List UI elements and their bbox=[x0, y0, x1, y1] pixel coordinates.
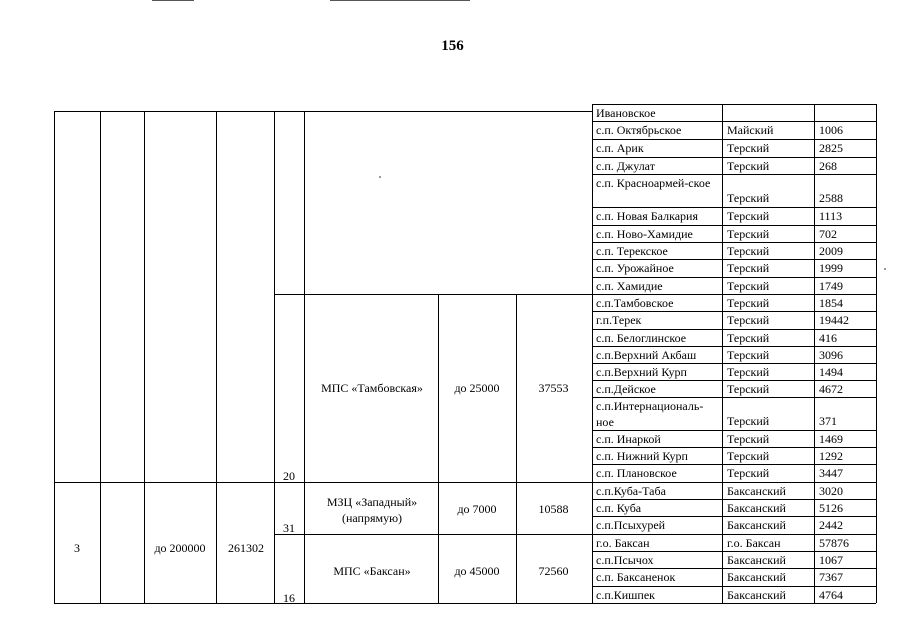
settlement-population: 268 bbox=[819, 159, 837, 173]
row-divider bbox=[592, 499, 876, 500]
row-divider bbox=[592, 586, 876, 587]
settlement-name: с.п. Нижний Курп bbox=[596, 449, 688, 463]
settlement-name: с.п. Терекское bbox=[596, 244, 668, 258]
table-line bbox=[304, 111, 305, 603]
district-name: Майский bbox=[727, 123, 774, 137]
settlement-name: г.п.Терек bbox=[596, 313, 642, 327]
settlement-population: 2588 bbox=[819, 191, 843, 205]
capacity-tambovskaya: до 25000 bbox=[454, 381, 500, 395]
settlement-population: 1292 bbox=[819, 449, 843, 463]
row-divider bbox=[592, 294, 876, 295]
settlement-population: 57876 bbox=[819, 536, 849, 550]
settlement-name: с.п.Верхний Акбаш bbox=[596, 348, 697, 362]
table-line bbox=[876, 104, 877, 603]
settlement-name: с.п. Инаркой bbox=[596, 432, 661, 446]
settlement-name: с.п. Хамидие bbox=[596, 279, 663, 293]
settlement-population: 1749 bbox=[819, 279, 843, 293]
row-divider bbox=[592, 568, 876, 569]
scan-artifact-line bbox=[152, 0, 194, 1]
table-line bbox=[54, 111, 55, 603]
district-name: Баксанский bbox=[727, 588, 786, 602]
settlement-population: 2442 bbox=[819, 518, 843, 532]
district-name: Терский bbox=[727, 261, 770, 275]
district-name: г.о. Баксан bbox=[727, 536, 781, 550]
row-divider bbox=[592, 551, 876, 552]
district-name: Баксанский bbox=[727, 553, 786, 567]
row-divider bbox=[592, 329, 876, 330]
table-line bbox=[814, 104, 815, 603]
table-line bbox=[438, 294, 439, 603]
row-divider bbox=[592, 242, 876, 243]
settlement-name: с.п. Джулат bbox=[596, 159, 655, 173]
row-divider bbox=[592, 516, 876, 517]
station-zapadny: МЗЦ «Западный» (напрямую) bbox=[326, 495, 418, 525]
district-name: Баксанский bbox=[727, 518, 786, 532]
district-name: Терский bbox=[727, 449, 770, 463]
table-line bbox=[274, 534, 592, 535]
settlement-name: с.п.Куба-Таба bbox=[596, 484, 666, 498]
settlement-name: г.о. Баксан bbox=[596, 536, 650, 550]
population-tambovskaya: 37553 bbox=[538, 381, 569, 395]
district-name: Терский bbox=[727, 432, 770, 446]
settlement-population: 3020 bbox=[819, 484, 843, 498]
row-divider bbox=[592, 380, 876, 381]
group-number: 3 bbox=[74, 541, 80, 555]
settlement-name: Ивановское bbox=[596, 106, 656, 120]
row-number-baksan: 16 bbox=[283, 591, 295, 605]
district-name: Терский bbox=[727, 466, 770, 480]
district-name: Терский bbox=[727, 414, 770, 428]
settlement-population: 371 bbox=[819, 414, 837, 428]
district-name: Терский bbox=[727, 313, 770, 327]
row-divider bbox=[592, 363, 876, 364]
table-line bbox=[216, 111, 217, 603]
capacity-zapadny: до 7000 bbox=[457, 502, 497, 516]
settlement-name: с.п. Красноармей-ское bbox=[596, 176, 711, 190]
row-divider bbox=[592, 121, 876, 122]
district-name: Терский bbox=[727, 244, 770, 258]
settlement-population: 19442 bbox=[819, 313, 849, 327]
district-name: Терский bbox=[727, 279, 770, 293]
settlement-name: с.п. Арик bbox=[596, 141, 644, 155]
district-name: Баксанский bbox=[727, 484, 786, 498]
settlement-name: с.п. Новая Балкария bbox=[596, 209, 698, 223]
settlement-population: 1494 bbox=[819, 365, 843, 379]
group-population: 261302 bbox=[228, 541, 264, 555]
district-name: Баксанский bbox=[727, 570, 786, 584]
district-name: Терский bbox=[727, 159, 770, 173]
settlement-population: 1113 bbox=[819, 209, 843, 223]
table-line bbox=[100, 111, 101, 603]
row-divider bbox=[592, 157, 876, 158]
district-name: Терский bbox=[727, 331, 770, 345]
settlement-name: с.п.Верхний Курп bbox=[596, 365, 687, 379]
row-divider bbox=[592, 397, 876, 398]
settlement-population: 3447 bbox=[819, 466, 843, 480]
settlement-name: с.п. Плановское bbox=[596, 466, 677, 480]
district-name: Терский bbox=[727, 227, 770, 241]
district-name: Терский bbox=[727, 348, 770, 362]
settlement-name: с.п. Баксаненок bbox=[596, 570, 676, 584]
settlement-population: 4672 bbox=[819, 382, 843, 396]
row-divider bbox=[592, 464, 876, 465]
settlement-name: с.п. Октябрьское bbox=[596, 123, 682, 137]
row-divider bbox=[592, 139, 876, 140]
settlement-population: 1854 bbox=[819, 296, 843, 310]
population-baksan: 72560 bbox=[538, 564, 569, 578]
settlement-population: 4764 bbox=[819, 588, 843, 602]
row-divider bbox=[592, 447, 876, 448]
row-number-top: 20 bbox=[283, 469, 295, 483]
settlement-name: с.п.Интернациональ-ное bbox=[596, 399, 704, 429]
row-number-zapadny: 31 bbox=[283, 521, 295, 535]
settlement-population: 1006 bbox=[819, 123, 843, 137]
settlement-name: с.п.Тамбовское bbox=[596, 296, 674, 310]
settlement-population: 702 bbox=[819, 227, 837, 241]
row-divider bbox=[592, 225, 876, 226]
table-line bbox=[54, 603, 876, 604]
row-divider bbox=[592, 277, 876, 278]
row-divider bbox=[592, 430, 876, 431]
row-divider bbox=[592, 346, 876, 347]
table-line bbox=[592, 104, 876, 105]
population-zapadny: 10588 bbox=[538, 502, 569, 516]
table-line bbox=[592, 104, 593, 603]
settlement-name: с.п.Псыхурей bbox=[596, 518, 666, 532]
capacity-baksan: до 45000 bbox=[454, 564, 500, 578]
settlement-name: с.п. Ново-Хамидие bbox=[596, 227, 693, 241]
table-line bbox=[516, 294, 517, 603]
settlement-population: 1067 bbox=[819, 553, 843, 567]
settlement-population: 416 bbox=[819, 331, 837, 345]
district-name: Терский bbox=[727, 296, 770, 310]
row-divider bbox=[592, 482, 876, 483]
district-name: Баксанский bbox=[727, 501, 786, 515]
station-baksan: МПС «Баксан» bbox=[333, 564, 411, 578]
table-line bbox=[274, 294, 592, 295]
settlement-population: 1469 bbox=[819, 432, 843, 446]
settlement-name: с.п.Кишпек bbox=[596, 588, 655, 602]
table-line bbox=[54, 482, 592, 483]
row-divider bbox=[592, 174, 876, 175]
district-name: Терский bbox=[727, 191, 770, 205]
table-line bbox=[144, 111, 145, 603]
row-divider bbox=[592, 259, 876, 260]
table-line bbox=[722, 104, 723, 603]
row-divider bbox=[592, 311, 876, 312]
settlement-name: с.п.Дейское bbox=[596, 382, 656, 396]
district-name: Терский bbox=[727, 141, 770, 155]
scan-speck bbox=[379, 176, 381, 178]
scan-artifact-line bbox=[330, 0, 470, 1]
settlement-name: с.п. Белоглинское bbox=[596, 331, 687, 345]
district-name: Терский bbox=[727, 209, 770, 223]
district-name: Терский bbox=[727, 382, 770, 396]
row-divider bbox=[592, 534, 876, 535]
district-name: Терский bbox=[727, 365, 770, 379]
station-tambovskaya: МПС «Тамбовская» bbox=[321, 381, 423, 395]
settlement-population: 7367 bbox=[819, 570, 843, 584]
scan-speck bbox=[884, 268, 886, 270]
settlement-population: 2825 bbox=[819, 141, 843, 155]
settlement-population: 3096 bbox=[819, 348, 843, 362]
page-number: 156 bbox=[441, 38, 464, 54]
row-divider bbox=[592, 207, 876, 208]
group-capacity: до 200000 bbox=[154, 541, 206, 555]
settlement-name: с.п. Куба bbox=[596, 501, 642, 515]
settlement-name: с.п.Псычох bbox=[596, 553, 654, 567]
settlement-name: с.п. Урожайное bbox=[596, 261, 674, 275]
settlement-population: 1999 bbox=[819, 261, 843, 275]
settlement-population: 2009 bbox=[819, 244, 843, 258]
table-line bbox=[54, 111, 592, 112]
settlement-population: 5126 bbox=[819, 501, 843, 515]
